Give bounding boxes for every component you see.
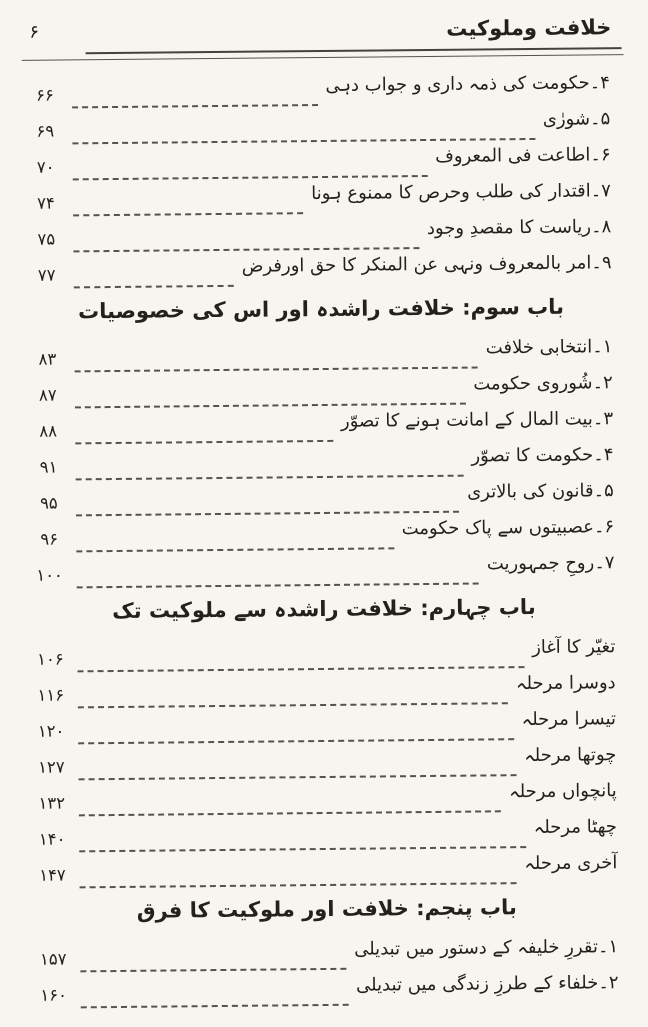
toc-entry bbox=[26, 629, 624, 671]
toc-entry bbox=[21, 65, 619, 107]
toc-page-number: ۸۸ bbox=[40, 421, 59, 441]
toc-entry-title: ۴۔حکومت کی ذمہ داری و جواب دہی bbox=[326, 72, 611, 96]
toc-page-number: ۱۴۰ bbox=[39, 829, 67, 849]
toc-entry-title: چوتھا مرحلہ bbox=[525, 744, 618, 767]
toc-leader-line bbox=[76, 427, 334, 444]
toc-entry-title: ۸۔ریاست کا مقصدِ وجود bbox=[427, 216, 613, 239]
toc-entry-title: ۶۔اطاعت فی المعروف bbox=[436, 144, 612, 167]
toc-entry-title: ۶۔عصبیتوں سے پاک حکومت bbox=[402, 516, 616, 540]
toc-page-number: ۱۶۰ bbox=[41, 985, 68, 1005]
toc-page-number: ۱۴۷ bbox=[40, 865, 67, 885]
toc-entry bbox=[23, 329, 621, 371]
toc-entry-title: دوسرا مرحلہ bbox=[516, 672, 617, 695]
toc-page-number: ۱۱۶ bbox=[38, 685, 66, 705]
toc-page-number: ۱۲۷ bbox=[39, 757, 66, 777]
toc-page-number: ۶۶ bbox=[37, 85, 55, 105]
toc-entry-title: ۱۔تقررِ خلیفہ کے دستور میں تبدیلی bbox=[355, 936, 620, 960]
header-page-number: ۶ bbox=[30, 21, 41, 43]
toc-entry-title: ۱۔انتخابی خلافت bbox=[486, 336, 614, 359]
table-of-contents bbox=[17, 63, 634, 1007]
book-title: خلافت وملوکیت bbox=[447, 15, 613, 41]
toc-page-number: ۹۵ bbox=[40, 493, 59, 513]
toc-page-number: ۷۴ bbox=[38, 193, 56, 213]
toc-page-number: ۸۳ bbox=[39, 349, 58, 369]
toc-entry-title: تغیّر کا آغاز bbox=[533, 636, 617, 659]
toc-page-number: ۷۵ bbox=[38, 229, 57, 249]
toc-entry-title: ۴۔حکومت کا تصوّر bbox=[472, 444, 615, 467]
toc-leader-line bbox=[77, 534, 395, 552]
toc-entry bbox=[29, 929, 627, 971]
toc-page-number: ۷۰ bbox=[37, 157, 56, 177]
toc-entry-title: ۹۔امر بالمعروف ونہی عن المنکر کا حق اورفرض bbox=[242, 252, 613, 277]
toc-page-number: ۶۹ bbox=[37, 121, 56, 141]
toc-entry-title: آخری مرحلہ bbox=[525, 852, 619, 875]
toc-leader-line bbox=[74, 199, 304, 216]
toc-entry-title: تیسرا مرحلہ bbox=[522, 708, 618, 731]
toc-leader-line bbox=[75, 272, 235, 289]
toc-page-number: ۱۰۰ bbox=[37, 565, 64, 585]
header-rule-bottom-line bbox=[23, 54, 625, 61]
toc-entry-title: ۵۔قانون کی بالاتری bbox=[468, 480, 615, 503]
chapter-heading: باب پنجم: خلافت اور ملوکیت کا فرق bbox=[137, 895, 518, 923]
toc-page-number: ۱۵۷ bbox=[40, 949, 68, 969]
chapter-heading: باب سوم: خلافت راشدہ اور اس کی خصوصیات bbox=[78, 294, 566, 324]
toc-entry-title: چھٹا مرحلہ bbox=[534, 816, 619, 838]
toc-page-number: ۸۷ bbox=[39, 385, 58, 405]
toc-entry-title: ۲۔خلفاء کے طرزِ زندگی میں تبدیلی bbox=[357, 972, 620, 996]
toc-entry-title: ۵۔شورٰی bbox=[543, 108, 612, 130]
toc-page-number: ۹۱ bbox=[40, 457, 59, 477]
toc-entry-title: ۲۔شُوروی حکومت bbox=[474, 372, 614, 395]
page-header bbox=[16, 11, 624, 51]
toc-leader-line bbox=[73, 91, 319, 108]
toc-entry-title: ۷۔روحِ جمہوریت bbox=[487, 552, 616, 575]
toc-page-number: ۱۰۶ bbox=[37, 649, 65, 669]
toc-entry-title: پانچواں مرحلہ bbox=[509, 780, 618, 803]
toc-leader-line bbox=[81, 955, 347, 973]
toc-leader-line bbox=[82, 991, 350, 1009]
toc-page-number: ۱۲۰ bbox=[38, 721, 66, 741]
toc-entry-title: ۳۔بیت المال کے امانت ہونے کا تصوّر bbox=[341, 408, 615, 432]
toc-page-number: ۹۶ bbox=[41, 529, 60, 549]
toc-entry-title: ۷۔اقتدار کی طلب وحرص کا ممنوع ہونا bbox=[312, 180, 613, 205]
toc-page-number: ۱۳۲ bbox=[39, 793, 67, 813]
chapter-heading: باب چہارم: خلافت راشدہ سے ملوکیت تک bbox=[113, 594, 537, 624]
toc-page-number: ۷۷ bbox=[38, 265, 57, 285]
